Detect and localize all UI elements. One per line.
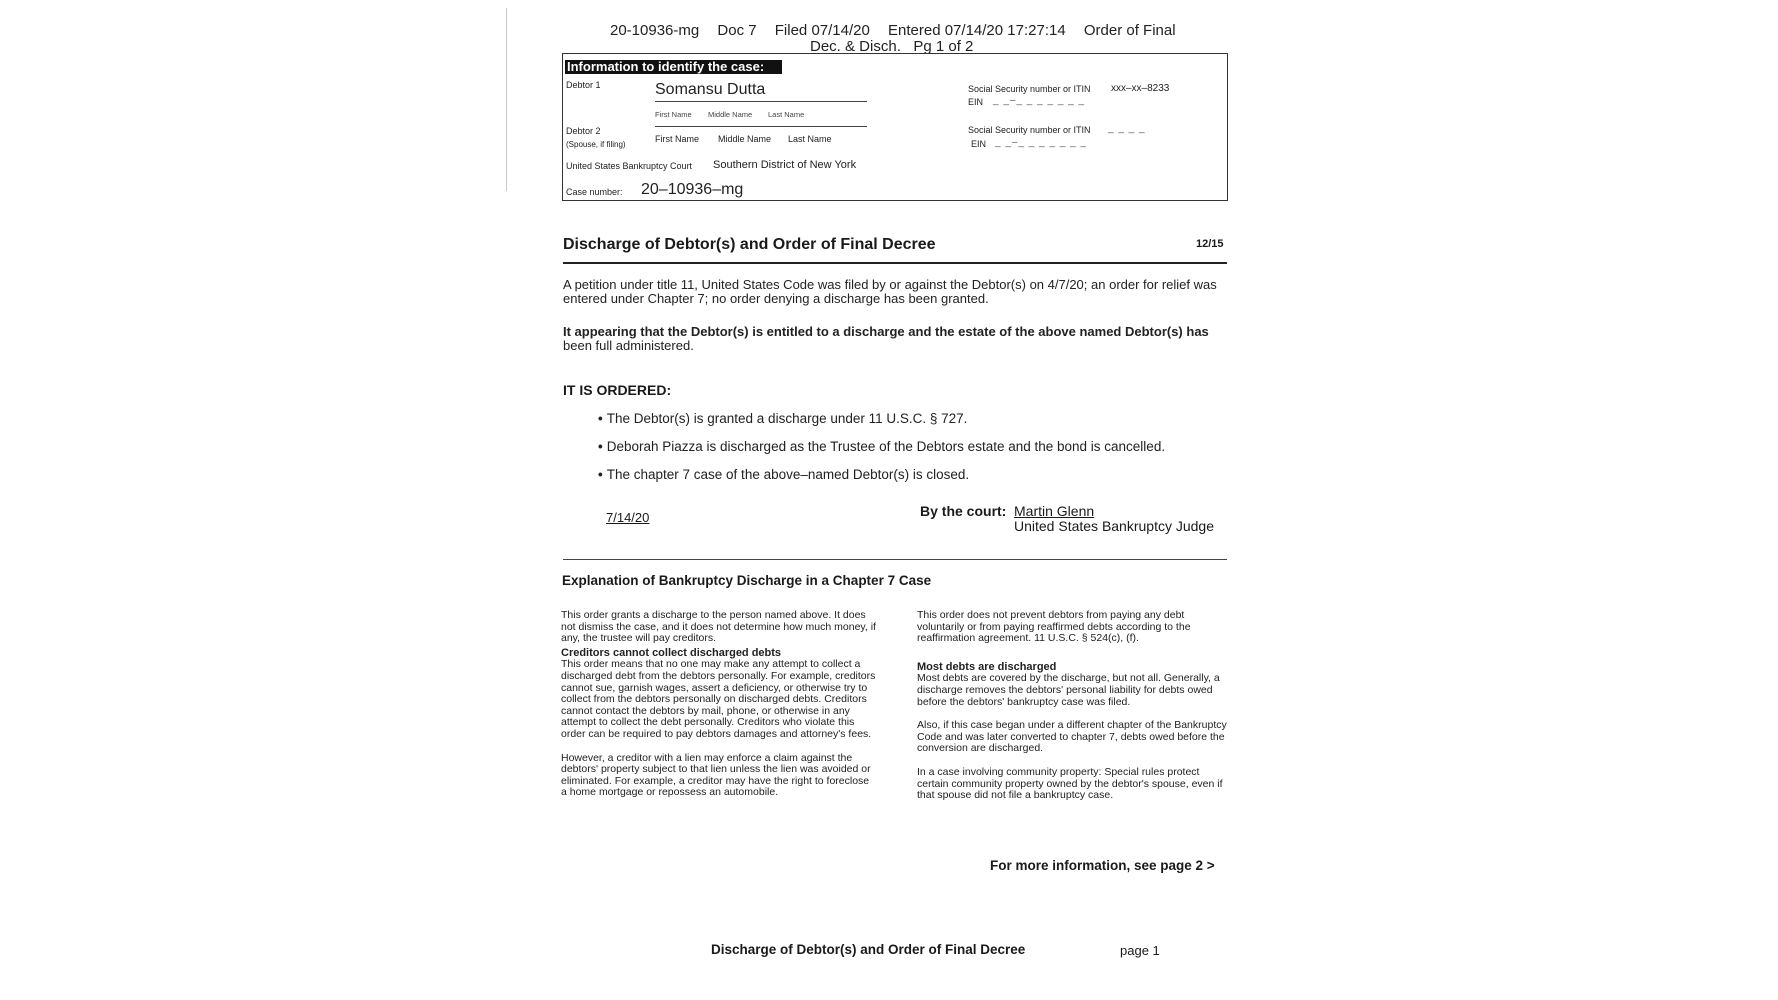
case-info-box <box>562 53 1228 201</box>
entitlement-paragraph <box>563 325 1227 353</box>
header-order-of-final: Order of Final <box>1083 22 1176 39</box>
order-item: • The chapter 7 case of the above–named Debtor(s) is closed. <box>598 467 969 482</box>
explanation-right-p4: In a case involving community property: Special rules protect certain community property owned by the debtor's spouse, even if that spouse did not file a bankruptcy case. <box>917 765 1223 802</box>
by-the-court-label: By the court: <box>920 503 1007 519</box>
more-info-link: For more information, see page 2 > <box>990 858 1215 873</box>
title-rule <box>563 262 1227 264</box>
explanation-left-p2: This order means that no one may make any attempt to collect a discharged debt from the debtors personally. For example, creditors cannot sue, garnish wages, assert a deficiency, or otherwise try to collect from the debtors personally on discharged debts. Creditors cannot contact the debtors by mail, phone, or otherwise in any attempt to collect the debt personally. Creditors who violate this order can be required to pay debtors damages and attorney's fees. <box>561 658 876 740</box>
ssn-label-1: Social Security number or ITIN <box>968 84 1091 94</box>
order-item: • Deborah Piazza is discharged as the Trustee of the Debtors estate and the bond is cancelled. <box>598 439 1165 454</box>
form-number: 12/15 <box>1196 238 1224 250</box>
debtor2-first-name-label: First Name <box>655 134 700 144</box>
case-number-value: 20–10936–mg <box>641 181 744 198</box>
debtor2-middle-name-label: Middle Name <box>718 134 772 144</box>
ein-value-2: _ _–_ _ _ _ _ _ _ <box>995 137 1088 148</box>
header-case-id: 20-10936-mg <box>610 22 700 39</box>
filing-header-line1 <box>610 22 1190 39</box>
debtor1-first-name-label: First Name <box>655 110 692 119</box>
debtor1-name: Somansu Dutta <box>655 81 766 98</box>
explanation-right-subheading: Most debts are discharged <box>917 660 1057 673</box>
explanation-heading: Explanation of Bankruptcy Discharge in a Chapter 7 Case <box>562 573 932 588</box>
court-value: Southern District of New York <box>713 159 857 171</box>
debtor1-underline <box>655 101 867 102</box>
filing-header-line2: Dec. & Disch. Pg 1 of 2 <box>810 38 974 55</box>
judge-signature-name: Martin Glenn <box>1014 503 1095 519</box>
footer-title: Discharge of Debtor(s) and Order of Final Decree <box>711 942 1026 957</box>
explanation-right-p3: Also, if this case began under a different chapter of the Bankruptcy Code and was later converted to chapter 7, debts owed before the conversion are discharged. <box>917 719 1227 755</box>
footer-page-number: page 1 <box>1120 943 1160 958</box>
explanation-left-p3: However, a creditor with a lien may enforce a claim against the debtors' property subject to that lien unless the lien was avoided or eliminated. For example, a creditor may have the right to foreclose a home mortgage or repossess an automobile. <box>561 751 871 799</box>
it-is-ordered-heading: IT IS ORDERED: <box>563 382 672 398</box>
explanation-left-p1: This order grants a discharge to the person named above. It does not dismiss the case, and it does not determine how much money, if any, the trustee will pay creditors. <box>561 609 876 645</box>
ssn-value-2: _ _ _ _ <box>1108 123 1146 134</box>
entitlement-bold-text: It appearing that the Debtor(s) is entitled to a discharge and the estate of the above named Debtor(s) has <box>563 324 1209 339</box>
case-number-label: Case number: <box>566 187 623 197</box>
ssn-value-1: xxx–xx–8233 <box>1111 83 1170 94</box>
debtor2-last-name-label: Last Name <box>788 134 832 144</box>
explanation-left-column <box>561 610 877 799</box>
order-item: • The Debtor(s) is granted a discharge under 11 U.S.C. § 727. <box>598 411 967 426</box>
debtor1-last-name-label: Last Name <box>768 110 805 119</box>
explanation-right-p2: Most debts are covered by the discharge, but not all. Generally, a discharge removes the debtors' personal liability for debts owed before the debtors' bankruptcy case was filed. <box>917 672 1220 708</box>
debtor2-spouse-note: (Spouse, if filing) <box>566 140 626 149</box>
explanation-right-column <box>917 610 1229 802</box>
court-label: United States Bankruptcy Court <box>566 161 693 171</box>
ein-label-2: EIN <box>971 139 987 149</box>
header-entered: Entered 07/14/20 17:27:14 <box>888 22 1066 39</box>
ein-label-1: EIN <box>968 97 984 107</box>
explanation-right-p1: This order does not prevent debtors from paying any debt voluntarily or from paying reaffirmed debts according to the reaffirmation agreement. 11 U.S.C. § 524(c), (f). <box>917 609 1191 645</box>
document-title: Discharge of Debtor(s) and Order of Final Decree <box>563 236 936 253</box>
order-date: 7/14/20 <box>606 510 650 525</box>
ssn-label-2: Social Security number or ITIN <box>968 125 1091 135</box>
header-doc: Doc 7 <box>717 22 757 39</box>
debtor1-middle-name-label: Middle Name <box>708 110 753 119</box>
debtor2-label: Debtor 2 <box>566 126 601 136</box>
header-filed: Filed 07/14/20 <box>774 22 870 39</box>
ein-value-1: _ _–_ _ _ _ _ _ _ <box>993 95 1086 106</box>
debtor2-top-rule <box>655 126 867 127</box>
page-margin-line <box>506 8 507 191</box>
judge-title: United States Bankruptcy Judge <box>1014 518 1215 534</box>
explanation-rule <box>563 559 1227 560</box>
debtor1-label: Debtor 1 <box>566 80 601 90</box>
explanation-left-subheading: Creditors cannot collect discharged debts <box>561 646 782 659</box>
entitlement-tail-text: been full administered. <box>563 338 694 353</box>
petition-paragraph: A petition under title 11, United States Code was filed by or against the Debtor(s) on 4/7/20; an order for relief was entered under Chapter 7; no order denying a discharge has been granted. <box>563 277 1217 306</box>
info-box-title: Information to identify the case: <box>565 60 782 74</box>
